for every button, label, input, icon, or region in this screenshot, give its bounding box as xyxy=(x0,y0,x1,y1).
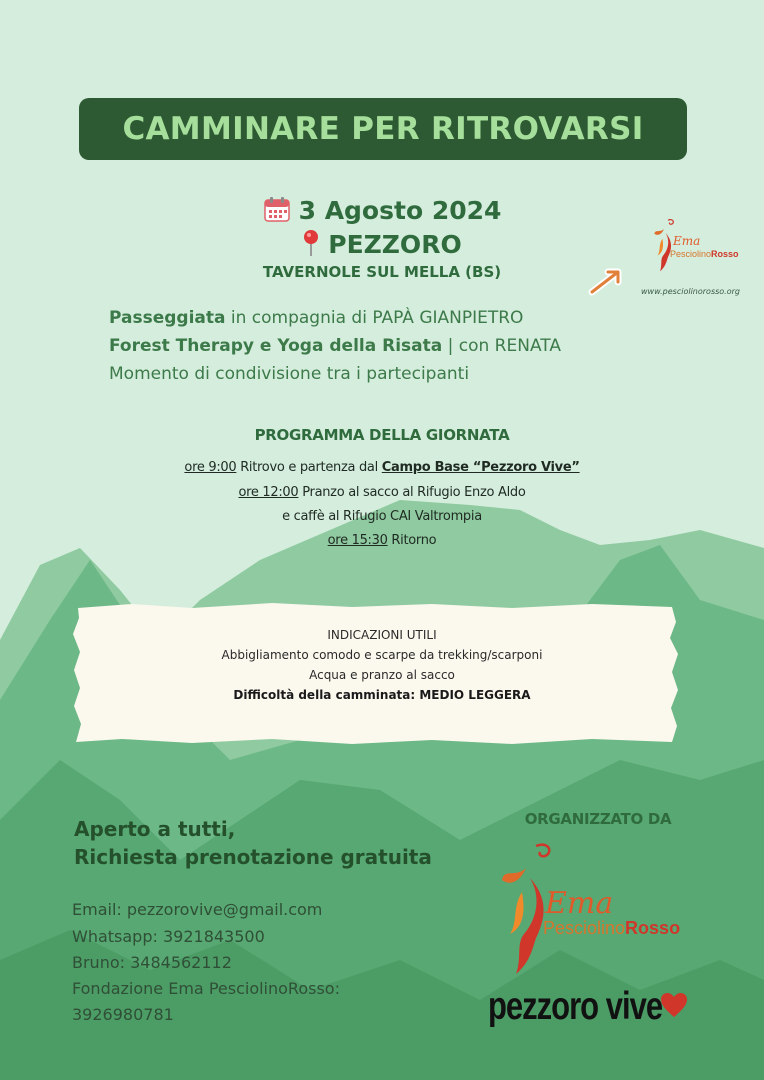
programme-line xyxy=(0,485,764,500)
programme-time: ore 12:00 xyxy=(238,485,299,500)
event-date: 3 Agosto 2024 xyxy=(298,196,502,225)
contact-bruno: Bruno: 3484562112 xyxy=(72,953,232,972)
event-town: TAVERNOLE SUL MELLA (BS) xyxy=(262,263,502,281)
info-difficulty: Difficoltà della camminata: MEDIO LEGGERA xyxy=(233,688,531,702)
pezzoro-vive-logo: pezzoro vive xyxy=(488,984,663,1028)
calendar-icon xyxy=(263,195,291,223)
contact-fondazione: Fondazione Ema PesciolinoRosso: xyxy=(72,979,340,998)
programme-text: Pranzo al sacco al Rifugio Enzo Aldo xyxy=(298,485,526,500)
activity-forest-rest: | con RENATA xyxy=(442,336,561,356)
logo-name xyxy=(543,918,680,939)
programme-title: PROGRAMMA DELLA GIORNATA xyxy=(254,426,510,444)
activity-sharing: Momento di condivisione tra i partecipanti xyxy=(109,364,470,384)
programme-line: e caffè al Rifugio CAI Valtrompia xyxy=(282,509,482,524)
programme-location: Campo Base “Pezzoro Vive” xyxy=(381,460,580,475)
event-place: PEZZORO xyxy=(328,230,462,259)
logo-small-pesciolino: Pesciolino xyxy=(670,249,712,259)
activity-forest-bold: Forest Therapy e Yoga della Risata xyxy=(109,336,443,356)
logo-small-name xyxy=(670,249,739,260)
poster-title: CAMMINARE PER RITROVARSI xyxy=(122,111,644,147)
website-url: www.pesciolinorosso.org xyxy=(641,287,740,296)
programme-time: ore 9:00 xyxy=(184,460,237,475)
info-line: Acqua e pranzo al sacco xyxy=(309,668,455,682)
logo-small-ema: Ema xyxy=(673,234,701,248)
open-to-all: Aperto a tutti, xyxy=(74,817,236,841)
info-title: INDICAZIONI UTILI xyxy=(327,628,437,642)
title-banner xyxy=(79,98,687,160)
activity-walk xyxy=(109,308,523,328)
contact-whatsapp: Whatsapp: 3921843500 xyxy=(72,927,265,946)
programme-text: Ritorno xyxy=(387,533,437,548)
programme-time: ore 15:30 xyxy=(327,533,388,548)
location-pin-icon xyxy=(302,229,320,257)
contact-email: Email: pezzorovive@gmail.com xyxy=(72,900,323,919)
logo-pesciolino: Pesciolino xyxy=(543,918,626,938)
info-line: Abbigliamento comodo e scarpe da trekking/scarponi xyxy=(221,648,543,662)
programme-text: Ritrovo e partenza dal xyxy=(236,460,382,475)
activity-walk-bold: Passeggiata xyxy=(109,308,226,328)
logo-small-rosso: Rosso xyxy=(711,249,739,259)
activity-forest xyxy=(109,336,561,356)
arrow-icon xyxy=(588,262,632,298)
programme-line xyxy=(0,460,764,475)
logo-ema-text: Ema xyxy=(545,886,614,921)
programme-line xyxy=(0,533,764,548)
activity-walk-rest: in compagnia di PAPÀ GIANPIETRO xyxy=(225,308,524,328)
organizer-label: ORGANIZZATO DA xyxy=(524,810,672,828)
logo-rosso: Rosso xyxy=(625,918,681,938)
date-row xyxy=(0,195,764,225)
place-row xyxy=(0,229,764,259)
heart-icon xyxy=(660,992,688,1018)
booking-note: Richiesta prenotazione gratuita xyxy=(74,845,432,869)
contact-fondazione-phone: 3926980781 xyxy=(72,1005,174,1024)
